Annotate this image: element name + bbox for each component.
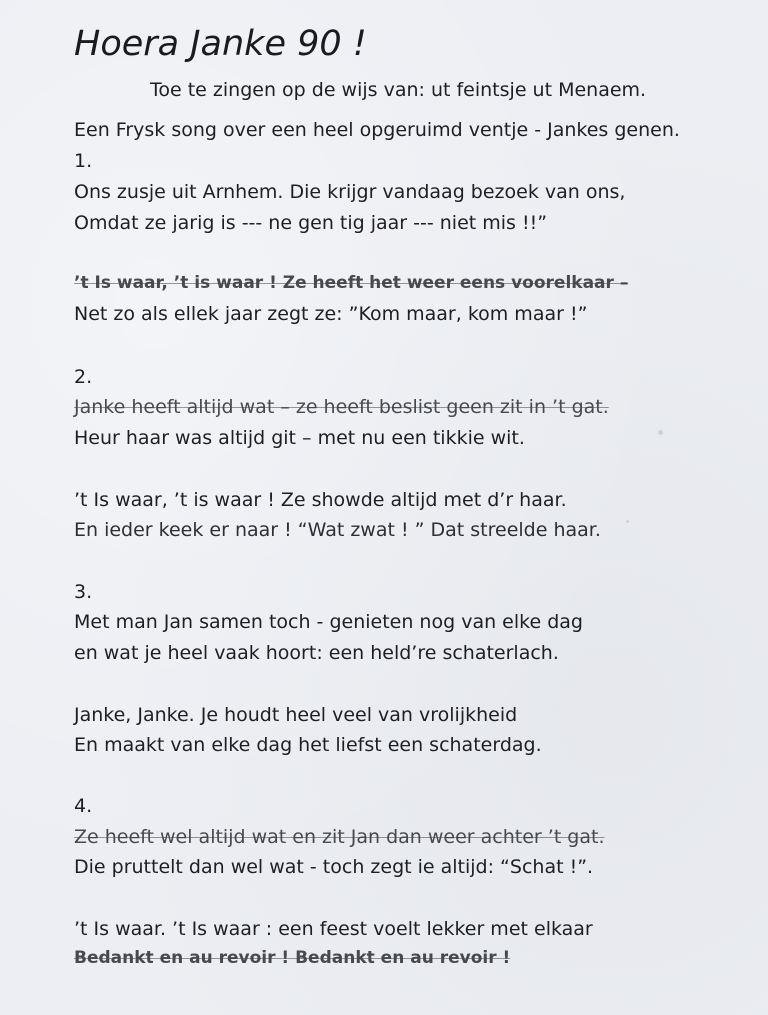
- refrain-line: ’t Is waar. ’t Is waar : een feest voelt lekker met elkaar: [74, 918, 593, 940]
- song-title: Hoera Janke 90 !: [74, 24, 367, 64]
- verse-line: Ons zusje uit Arnhem. Die krijgr vandaag bezoek van ons,: [74, 181, 626, 203]
- verse-number: 2.: [74, 366, 93, 388]
- verse-line: Die pruttelt dan wel wat - toch zegt ie altijd: “Schat !”.: [74, 856, 594, 878]
- verse-line-faded: Janke heeft altijd wat – ze heeft beslist geen zit in ’t gat.: [74, 396, 609, 418]
- verse-line: en wat je heel vaak hoort: een held’re schaterlach.: [74, 642, 559, 664]
- refrain-line-faded: Bedankt en au revoir ! Bedankt en au revoir !: [74, 948, 511, 968]
- refrain-line: En maakt van elke dag het liefst een schaterdag.: [74, 734, 542, 756]
- song-intro: Een Frysk song over een heel opgeruimd ventje - Jankes genen.: [74, 119, 680, 141]
- verse-line-faded: Ze heeft wel altijd wat en zit Jan dan weer achter ’t gat.: [74, 826, 605, 848]
- refrain-line: En ieder keek er naar ! “Wat zwat ! ” Dat streelde haar.: [74, 519, 601, 541]
- refrain-line: Net zo als ellek jaar zegt ze: ”Kom maar, kom maar !”: [74, 303, 588, 325]
- verse-line: Omdat ze jarig is --- ne gen tig jaar --- niet mis !!”: [74, 212, 548, 234]
- refrain-line: Janke, Janke. Je houdt heel veel van vrolijkheid: [74, 704, 518, 726]
- paper-speck: [626, 520, 629, 523]
- verse-number: 3.: [74, 581, 93, 603]
- verse-number: 1.: [74, 150, 93, 172]
- refrain-line: ’t Is waar, ’t is waar ! Ze showde altijd met d’r haar.: [74, 489, 567, 511]
- paper-speck: [658, 430, 663, 435]
- verse-line: Met man Jan samen toch - genieten nog van elke dag: [74, 611, 583, 633]
- refrain-line-faded: ’t Is waar, ’t is waar ! Ze heeft het weer eens voorelkaar –: [74, 273, 629, 293]
- verse-line: Heur haar was altijd git – met nu een tikkie wit.: [74, 427, 525, 449]
- song-subtitle: Toe te zingen op de wijs van: ut feintsje ut Menaem.: [150, 79, 647, 101]
- verse-number: 4.: [74, 795, 93, 817]
